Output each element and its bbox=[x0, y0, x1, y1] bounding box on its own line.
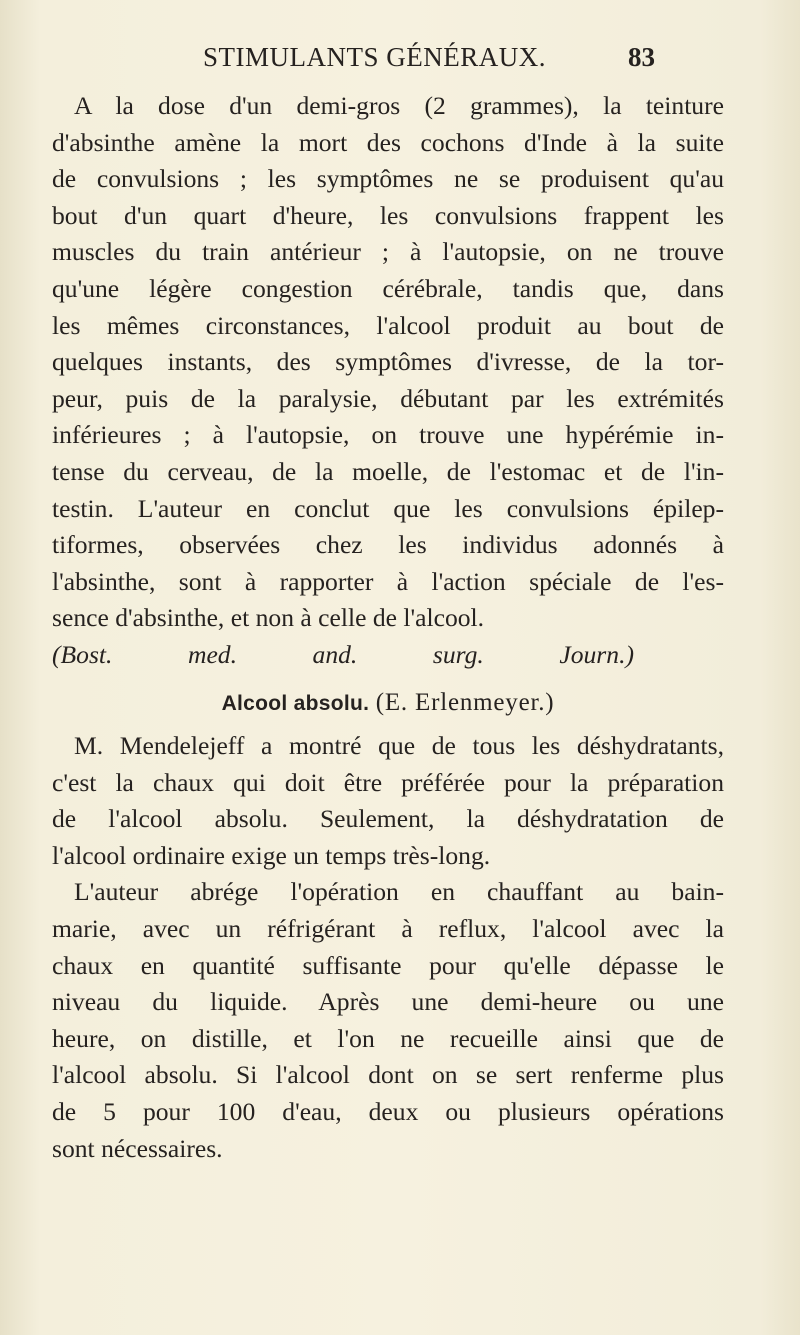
paragraph-mendelejeff bbox=[52, 728, 724, 874]
page-body bbox=[52, 88, 724, 1167]
text-line: l'absinthe, sont à rapporter à l'action spéciale de l'es- bbox=[52, 566, 724, 596]
text-line: heure, on distille, et l'on ne recueille ainsi que de bbox=[52, 1023, 724, 1053]
text-line: l'alcool ordinaire exige un temps très-long. bbox=[52, 840, 491, 870]
paragraph-absinthe bbox=[52, 88, 724, 674]
text-line: l'alcool absolu. Si l'alcool dont on se sert renferme plus bbox=[52, 1060, 724, 1090]
text-line: sence d'absinthe, et non à celle de l'alcool. bbox=[52, 603, 485, 633]
text-line: qu'une légère congestion cérébrale, tandis que, dans bbox=[52, 273, 724, 303]
text-line: marie, avec un réfrigérant à reflux, l'alcool avec la bbox=[52, 914, 724, 944]
text-line: c'est la chaux qui doit être préférée pour la préparation bbox=[52, 767, 724, 797]
page-header bbox=[0, 42, 800, 82]
source-citation: (Bost. med. and. surg. Journ.) bbox=[52, 639, 634, 669]
page-number: 83 bbox=[628, 42, 655, 72]
text-line: A la dose d'un demi-gros (2 grammes), la teinture bbox=[74, 91, 724, 120]
section-author: (E. Erlenmeyer.) bbox=[375, 688, 555, 716]
text-line: testin. L'auteur en conclut que les convulsions épilep- bbox=[52, 493, 724, 523]
text-line: tense du cerveau, de la moelle, de l'estomac et de l'in- bbox=[52, 456, 724, 486]
text-line: de 5 pour 100 d'eau, deux ou plusieurs opérations bbox=[52, 1097, 724, 1127]
text-line: muscles du train antérieur ; à l'autopsie, on ne trouve bbox=[52, 237, 724, 267]
text-line: inférieures ; à l'autopsie, on trouve une hypérémie in- bbox=[52, 420, 724, 450]
text-line: bout d'un quart d'heure, les convulsions frappent les bbox=[52, 200, 724, 230]
section-heading bbox=[52, 684, 724, 723]
text-line: quelques instants, des symptômes d'ivresse, de la tor- bbox=[52, 347, 724, 377]
text-line: peur, puis de la paralysie, débutant par les extrémités bbox=[52, 383, 724, 413]
text-line: les mêmes circonstances, l'alcool produit au bout de bbox=[52, 310, 724, 340]
text-line: M. Mendelejeff a montré que de tous les déshydratants, bbox=[74, 731, 724, 761]
paragraph-procedure bbox=[52, 874, 724, 1167]
running-head: STIMULANTS GÉNÉRAUX. bbox=[203, 42, 546, 72]
text-line: de convulsions ; les symptômes ne se produisent qu'au bbox=[52, 164, 724, 194]
text-line: sont nécessaires. bbox=[52, 1133, 223, 1163]
text-line: d'absinthe amène la mort des cochons d'Inde à la suite bbox=[52, 127, 724, 157]
text-line: tiformes, observées chez les individus adonnés à bbox=[52, 530, 724, 560]
text-line: niveau du liquide. Après une demi-heure ou une bbox=[52, 987, 724, 1017]
section-title: Alcool absolu. bbox=[221, 691, 370, 715]
text-line: L'auteur abrége l'opération en chauffant au bain- bbox=[74, 877, 724, 907]
text-line: de l'alcool absolu. Seulement, la déshydratation de bbox=[52, 804, 724, 834]
text-line: chaux en quantité suffisante pour qu'elle dépasse le bbox=[52, 950, 724, 980]
